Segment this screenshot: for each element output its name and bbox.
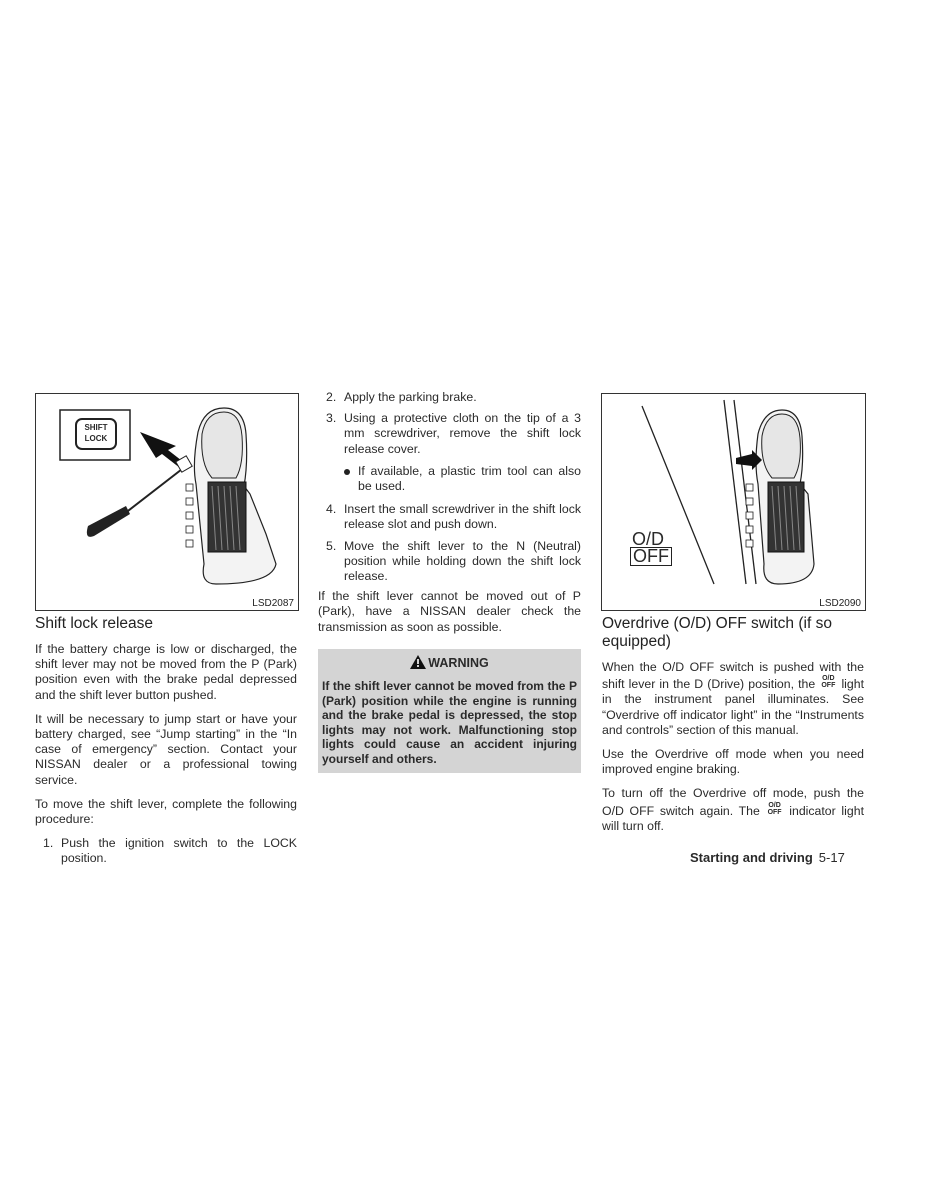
section-heading: Shift lock release xyxy=(35,615,154,632)
list-item xyxy=(318,502,581,532)
paragraph xyxy=(602,660,864,738)
icon-top-text: O/D xyxy=(822,675,835,683)
warning-header xyxy=(322,655,577,673)
step-text: Using a protective cloth on the tip of a 3 mm screwdriver, remove the shift lock release cover. xyxy=(344,411,581,456)
paragraph: If the battery charge is low or discharged, the shift lever may not be moved from the P (Park) position even with the brake pedal depressed and the shift lever button pushed. xyxy=(35,642,297,702)
paragraph-text: When the O/D OFF switch is pushed with the shift lever in the D (Drive) position, the xyxy=(602,660,864,692)
paragraph: Use the Overdrive off mode when you need improved engine braking. xyxy=(602,747,864,777)
bullet-item: If available, a plastic trim tool can also be used. xyxy=(318,464,581,494)
step-text: Push the ignition switch to the LOCK position. xyxy=(61,836,297,866)
procedure-list xyxy=(318,390,581,457)
right-column xyxy=(602,615,864,843)
list-item xyxy=(35,836,297,866)
middle-column xyxy=(318,390,581,773)
paragraph: It will be necessary to jump start or have your battery charged, see “Jump starting” in the “In case of emergency” section. Contact your NISSAN dealer or a professional towing service. xyxy=(35,711,297,787)
paragraph-text: To turn off the Overdrive off mode, push the O/D OFF switch again. The xyxy=(602,786,864,818)
page-number: 5-17 xyxy=(818,850,845,865)
badge-lock: LOCK xyxy=(84,434,108,443)
step-text: Move the shift lever to the N (Neutral) position while holding down the shift lock release. xyxy=(344,538,581,584)
list-item xyxy=(318,539,581,585)
procedure-list xyxy=(35,836,297,866)
step-number: 1. xyxy=(43,836,54,851)
step-number: 3. xyxy=(326,411,337,426)
paragraph-text: indicator light will turn off. xyxy=(602,803,864,833)
icon-top-text: O/D xyxy=(768,801,781,809)
od-switch-drawing xyxy=(602,394,865,610)
paragraph-text: light in the instrument panel illuminates. See “Overdrive off indicator light” in the “Instruments and controls” section of this manual. xyxy=(602,677,865,737)
od-label: O/D xyxy=(632,529,665,549)
step-text: Apply the parking brake. xyxy=(344,390,477,404)
shift-lock-illustration xyxy=(35,393,299,611)
step-number: 5. xyxy=(326,538,337,553)
od-off-indicator-icon xyxy=(768,802,782,816)
procedure-list xyxy=(318,502,581,584)
figure-code: LSD2087 xyxy=(252,598,294,609)
paragraph: If the shift lever cannot be moved out of P (Park), have a NISSAN dealer check the transmission as soon as possible. xyxy=(318,589,581,634)
step-text: Insert the small screwdriver in the shift lock release slot and push down. xyxy=(344,502,581,532)
warning-title: WARNING xyxy=(428,655,489,670)
icon-bottom-text: OFF xyxy=(821,682,836,690)
icon-bottom-text: OFF xyxy=(767,808,782,816)
list-item xyxy=(318,390,581,405)
left-column xyxy=(35,615,297,874)
page-footer xyxy=(690,850,845,865)
paragraph xyxy=(602,786,864,834)
warning-text: If the shift lever cannot be moved from the P (Park) position while the engine is running and the brake pedal is depressed, the stop lights may not work. Malfunctioning stop lights could cause an accident injuring yourself and others. xyxy=(322,679,577,767)
figure-code: LSD2090 xyxy=(819,598,861,609)
footer-section: Starting and driving xyxy=(690,850,813,865)
step-number: 2. xyxy=(326,390,337,404)
warning-box xyxy=(318,649,581,773)
list-item xyxy=(318,411,581,457)
section-heading: Overdrive (O/D) OFF switch (if so equipped) xyxy=(602,615,832,650)
off-label: OFF xyxy=(630,547,672,566)
step-number: 4. xyxy=(326,502,337,517)
badge-shift: SHIFT xyxy=(84,423,108,432)
warning-triangle-icon xyxy=(410,655,426,673)
paragraph: To move the shift lever, complete the following procedure: xyxy=(35,796,297,827)
od-off-indicator-icon xyxy=(821,675,835,689)
od-off-illustration xyxy=(601,393,866,611)
